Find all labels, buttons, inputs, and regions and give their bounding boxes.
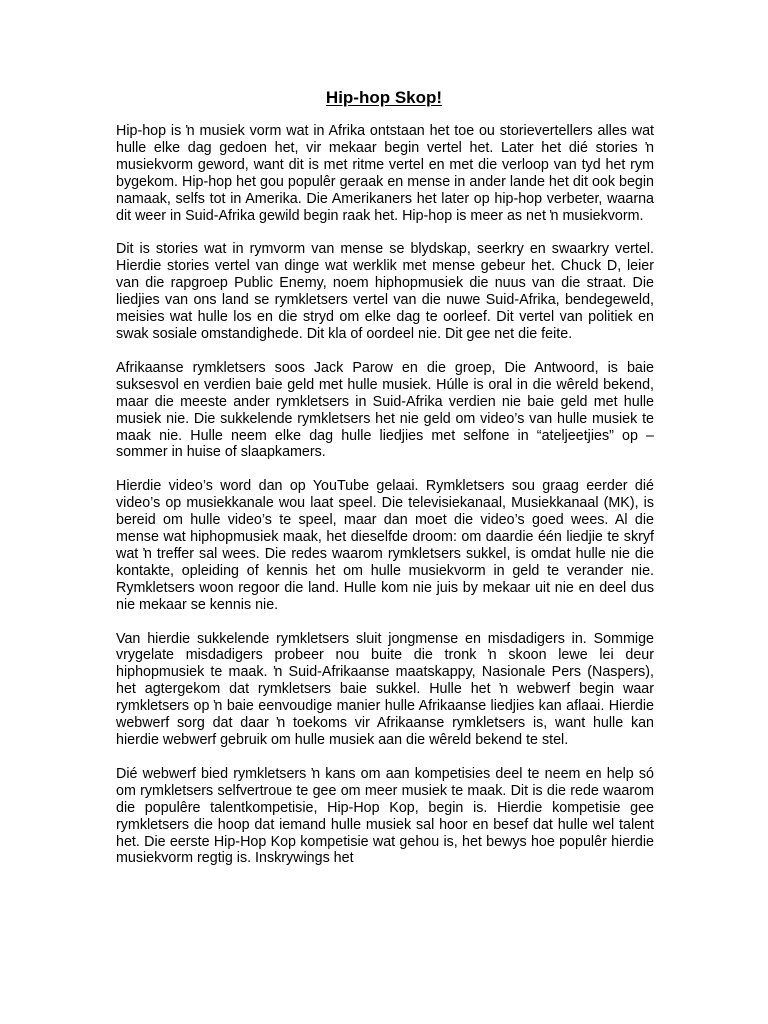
- paragraph: Dié webwerf bied rymkletsers ŉ kans om aan kompetisies deel te neem en help só om rymkletsers selfvertroue te gee om meer musiek te maak. Dit is die rede waarom die populêre talentkompetisie, Hip-Hop Kop, begin is. Hierdie kompetisie gee rymkletsers die hoop dat iemand hulle musiek sal hoor en besef dat hulle wel talent het. Die eerste Hip-Hop Kop kompetisie wat gehou is, het bewys hoe populêr hierdie musiekvorm regtig is. Inskrywings het: [116, 765, 654, 867]
- document-title: Hip-hop Skop!: [325, 88, 443, 107]
- paragraph: Dit is stories wat in rymvorm van mense se blydskap, seerkry en swaarkry vertel. Hierdie stories vertel van dinge wat werklik met mense gebeur het. Chuck D, leier van die rapgroep Public Enemy, noem hiphopmusiek die nuus van die straat. Die liedjies van ons land se rymkletsers vertel van die nuwe Suid-Afrika, bendegeweld, meisies wat hulle los en die stryd om elke dag te oorleef. Dit vertel van politiek en swak sosiale omstandighede. Dit kla of oordeel nie. Dit gee net die feite.: [116, 241, 654, 342]
- document-body: [116, 123, 654, 963]
- paragraph: Van hierdie sukkelende rymkletsers sluit jongmense en misdadigers in. Sommige vrygelate misdadigers probeer nou buite die tronk ŉ skoon lewe lei deur hiphopmusiek te maak. ŉ Suid-Afrikaanse maatskappy, Nasionale Pers (Naspers), het agtergekom dat rymkletsers baie sukkel. Hulle het ŉ webwerf begin waar rymkletsers op ŉ baie eenvoudige manier hulle Afrikaanse liedjies kan aflaai. Hierdie webwerf sorg dat daar ŉ toekoms vir Afrikaanse rymkletsers is, want hulle kan hierdie webwerf gebruik om hulle musiek aan die wêreld bekend te stel.: [116, 630, 654, 748]
- paragraph: Hierdie video’s word dan op YouTube gelaai. Rymkletsers sou graag eerder dié video’s op musiekkanale wou laat speel. Die televisiekanaal, Musiekkanaal (MK), is bereid om hulle video’s te speel, maar dan moet die video’s goed wees. Al die mense wat hiphopmusiek maak, het dieselfde droom: om daardie één liedjie te skryf wat ŉ treffer sal wees. Die redes waarom rymkletsers sukkel, is omdat hulle nie die kontakte, opleiding of kennis het om hulle musiekvorm in geld te verander nie. Rymkletsers woon regoor die land. Hulle kom nie juis by mekaar uit nie en deel dus nie mekaar se kennis nie.: [116, 478, 654, 613]
- paragraph: Afrikaanse rymkletsers soos Jack Parow en die groep, Die Antwoord, is baie suksesvol en verdien baie geld met hulle musiek. Húlle is oral in die wêreld bekend, maar die meeste ander rymkletsers in Suid-Afrika verdien nie baie geld met hulle musiek nie. Die sukkelende rymkletsers het nie geld om video’s van hulle musiek te maak nie. Hulle neem elke dag hulle liedjies met selfone in “ateljeetjies” op – sommer in huise of slaapkamers.: [116, 359, 654, 461]
- paragraph: Hip-hop is ŉ musiek vorm wat in Afrika ontstaan het toe ou storievertellers alles wat hulle elke dag gedoen het, vir mekaar begin vertel het. Later het dié stories ŉ musiekvorm geword, want dit is met ritme vertel en met die verloop van tyd het rym bygekom. Hip-hop het gou populêr geraak en mense in ander lande het dit ook begin namaak, selfs tot in Amerika. Die Amerikaners het later op hip-hop verbeter, waarna dit weer in Suid-Afrika gewild begin raak het. Hip-hop is meer as net ŉ musiekvorm.: [116, 123, 654, 224]
